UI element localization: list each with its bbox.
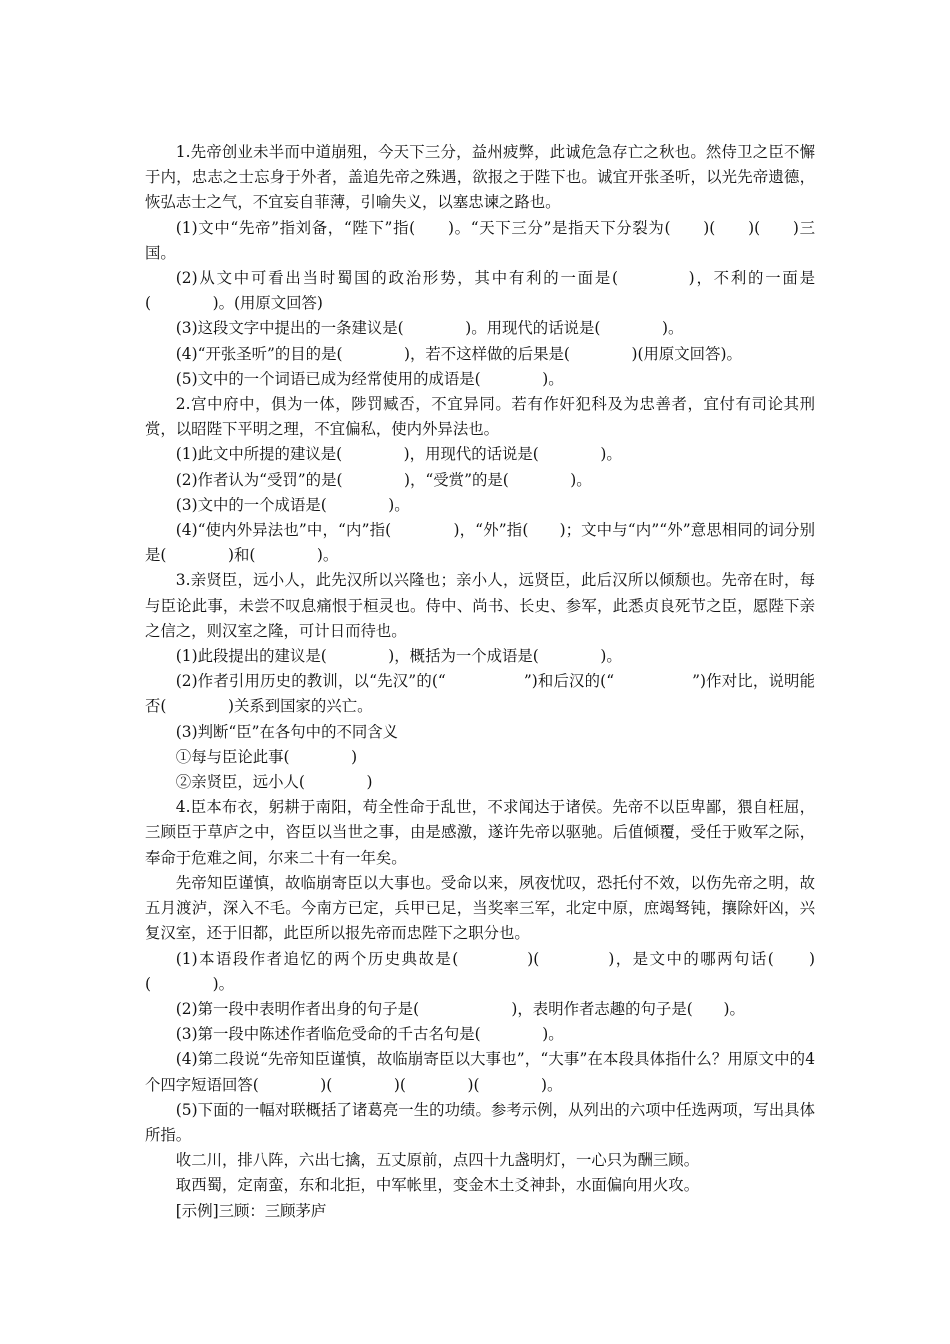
question-1-5: (5)文中的一个词语已成为经常使用的成语是( )。 (175, 369, 564, 388)
question-2-1: (1)此文中所提的建议是( )，用现代的话说是( )。 (175, 445, 622, 464)
question-3-1: (1)此段提出的建议是( )，概括为一个成语是( )。 (175, 647, 622, 666)
question-3-3-a: ①每与臣论此事( ) (175, 747, 358, 766)
question-2-2: (2)作者认为“受罚”的是( )，“受赏”的是( )。 (175, 470, 592, 489)
passage-1: 1.先帝创业未半而中道崩殂，今天下三分，益州疲弊，此诚危急存亡之秋也。然侍卫之臣不懈于内，忠志之士忘身于外者，盖追先帝之殊遇，欲报之于陛下也。诚宜开张圣听，以光先帝遗德，恢弘志士之气，不宜妄自菲薄，引喻失义，以塞忠谏之路也。 (145, 143, 815, 212)
question-4-2: (2)第一段中表明作者出身的句子是( )，表明作者志趣的句子是( )。 (175, 999, 745, 1018)
question-1-4: (4)“开张圣听”的目的是( )，若不这样做的后果是( )(用原文回答)。 (175, 344, 742, 363)
question-4-1: (1)本语段作者追忆的两个历史典故是( )( )，是文中的哪两句话( )( )。 (145, 949, 815, 993)
passage-3: 3.亲贤臣，远小人，此先汉所以兴隆也；亲小人，远贤臣，此后汉所以倾颓也。先帝在时，每与臣论此事，未尝不叹息痛恨于桓灵也。侍中、尚书、长史、参军，此悉贞良死节之臣，愿陛下亲之信之，则汉室之隆，可计日而待也。 (145, 571, 815, 640)
example-line: [示例]三顾：三顾茅庐 (175, 1201, 327, 1220)
question-1-2: (2)从文中可看出当时蜀国的政治形势，其中有利的一面是( )，不利的一面是( )。(用原文回答) (145, 269, 815, 313)
passage-2: 2.宫中府中，俱为一体，陟罚臧否，不宜异同。若有作奸犯科及为忠善者，宜付有司论其刑赏，以昭陛下平明之理，不宜偏私，使内外异法也。 (145, 395, 815, 439)
question-1-1: (1)文中“先帝”指刘备，“陛下”指( )。“天下三分”是指天下分裂为( )( )( )三国。 (145, 218, 815, 262)
question-3-3-b: ②亲贤臣，远小人( ) (175, 773, 373, 792)
question-4-3: (3)第一段中陈述作者临危受命的千古名句是( )。 (175, 1025, 564, 1044)
question-4-5: (5)下面的一幅对联概括了诸葛亮一生的功绩。参考示例，从列出的六项中任选两项，写出具体所指。 (145, 1100, 815, 1144)
question-3-2: (2)作者引用历史的教训，以“先汉”的(“ ”)和后汉的(“ ”)作对比，说明能否( )关系到国家的兴亡。 (145, 672, 815, 716)
question-1-3: (3)这段文字中提出的一条建议是( )。用现代的话说是( )。 (175, 319, 684, 338)
passage-4-part-1: 4.臣本布衣，躬耕于南阳，苟全性命于乱世，不求闻达于诸侯。先帝不以臣卑鄙，猥自枉屈，三顾臣于草庐之中，咨臣以当世之事，由是感激，遂许先帝以驱驰。后值倾覆，受任于败军之际，奉命于危难之间，尔来二十有一年矣。 (145, 798, 815, 867)
question-4-4: (4)第二段说“先帝知臣谨慎，故临崩寄臣以大事也”，“大事”在本段具体指什么？用原文中的4个四字短语回答( )( )( )( )。 (145, 1050, 815, 1094)
couplet-line-2: 取西蜀，定南蛮，东和北拒，中军帐里，变金木土爻神卦，水面偏向用火攻。 (175, 1176, 700, 1195)
question-3-3: (3)判断“臣”在各句中的不同含义 (175, 722, 399, 741)
passage-4-part-2: 先帝知臣谨慎，故临崩寄臣以大事也。受命以来，夙夜忧叹，恐托付不效，以伤先帝之明，故五月渡泸，深入不毛。今南方已定，兵甲已足，当奖率三军，北定中原，庶竭驽钝，攘除奸凶，兴复汉室，还于旧都，此臣所以报先帝而忠陛下之职分也。 (145, 873, 815, 943)
couplet-line-1: 收二川，排八阵，六出七擒，五丈原前，点四十九盏明灯，一心只为酬三顾。 (175, 1151, 700, 1170)
question-2-3: (3)文中的一个成语是( )。 (175, 495, 410, 514)
question-2-4: (4)“使内外异法也”中，“内”指( )，“外”指( )；文中与“内”“外”意思相同的词分别是( )和( )。 (145, 521, 815, 565)
